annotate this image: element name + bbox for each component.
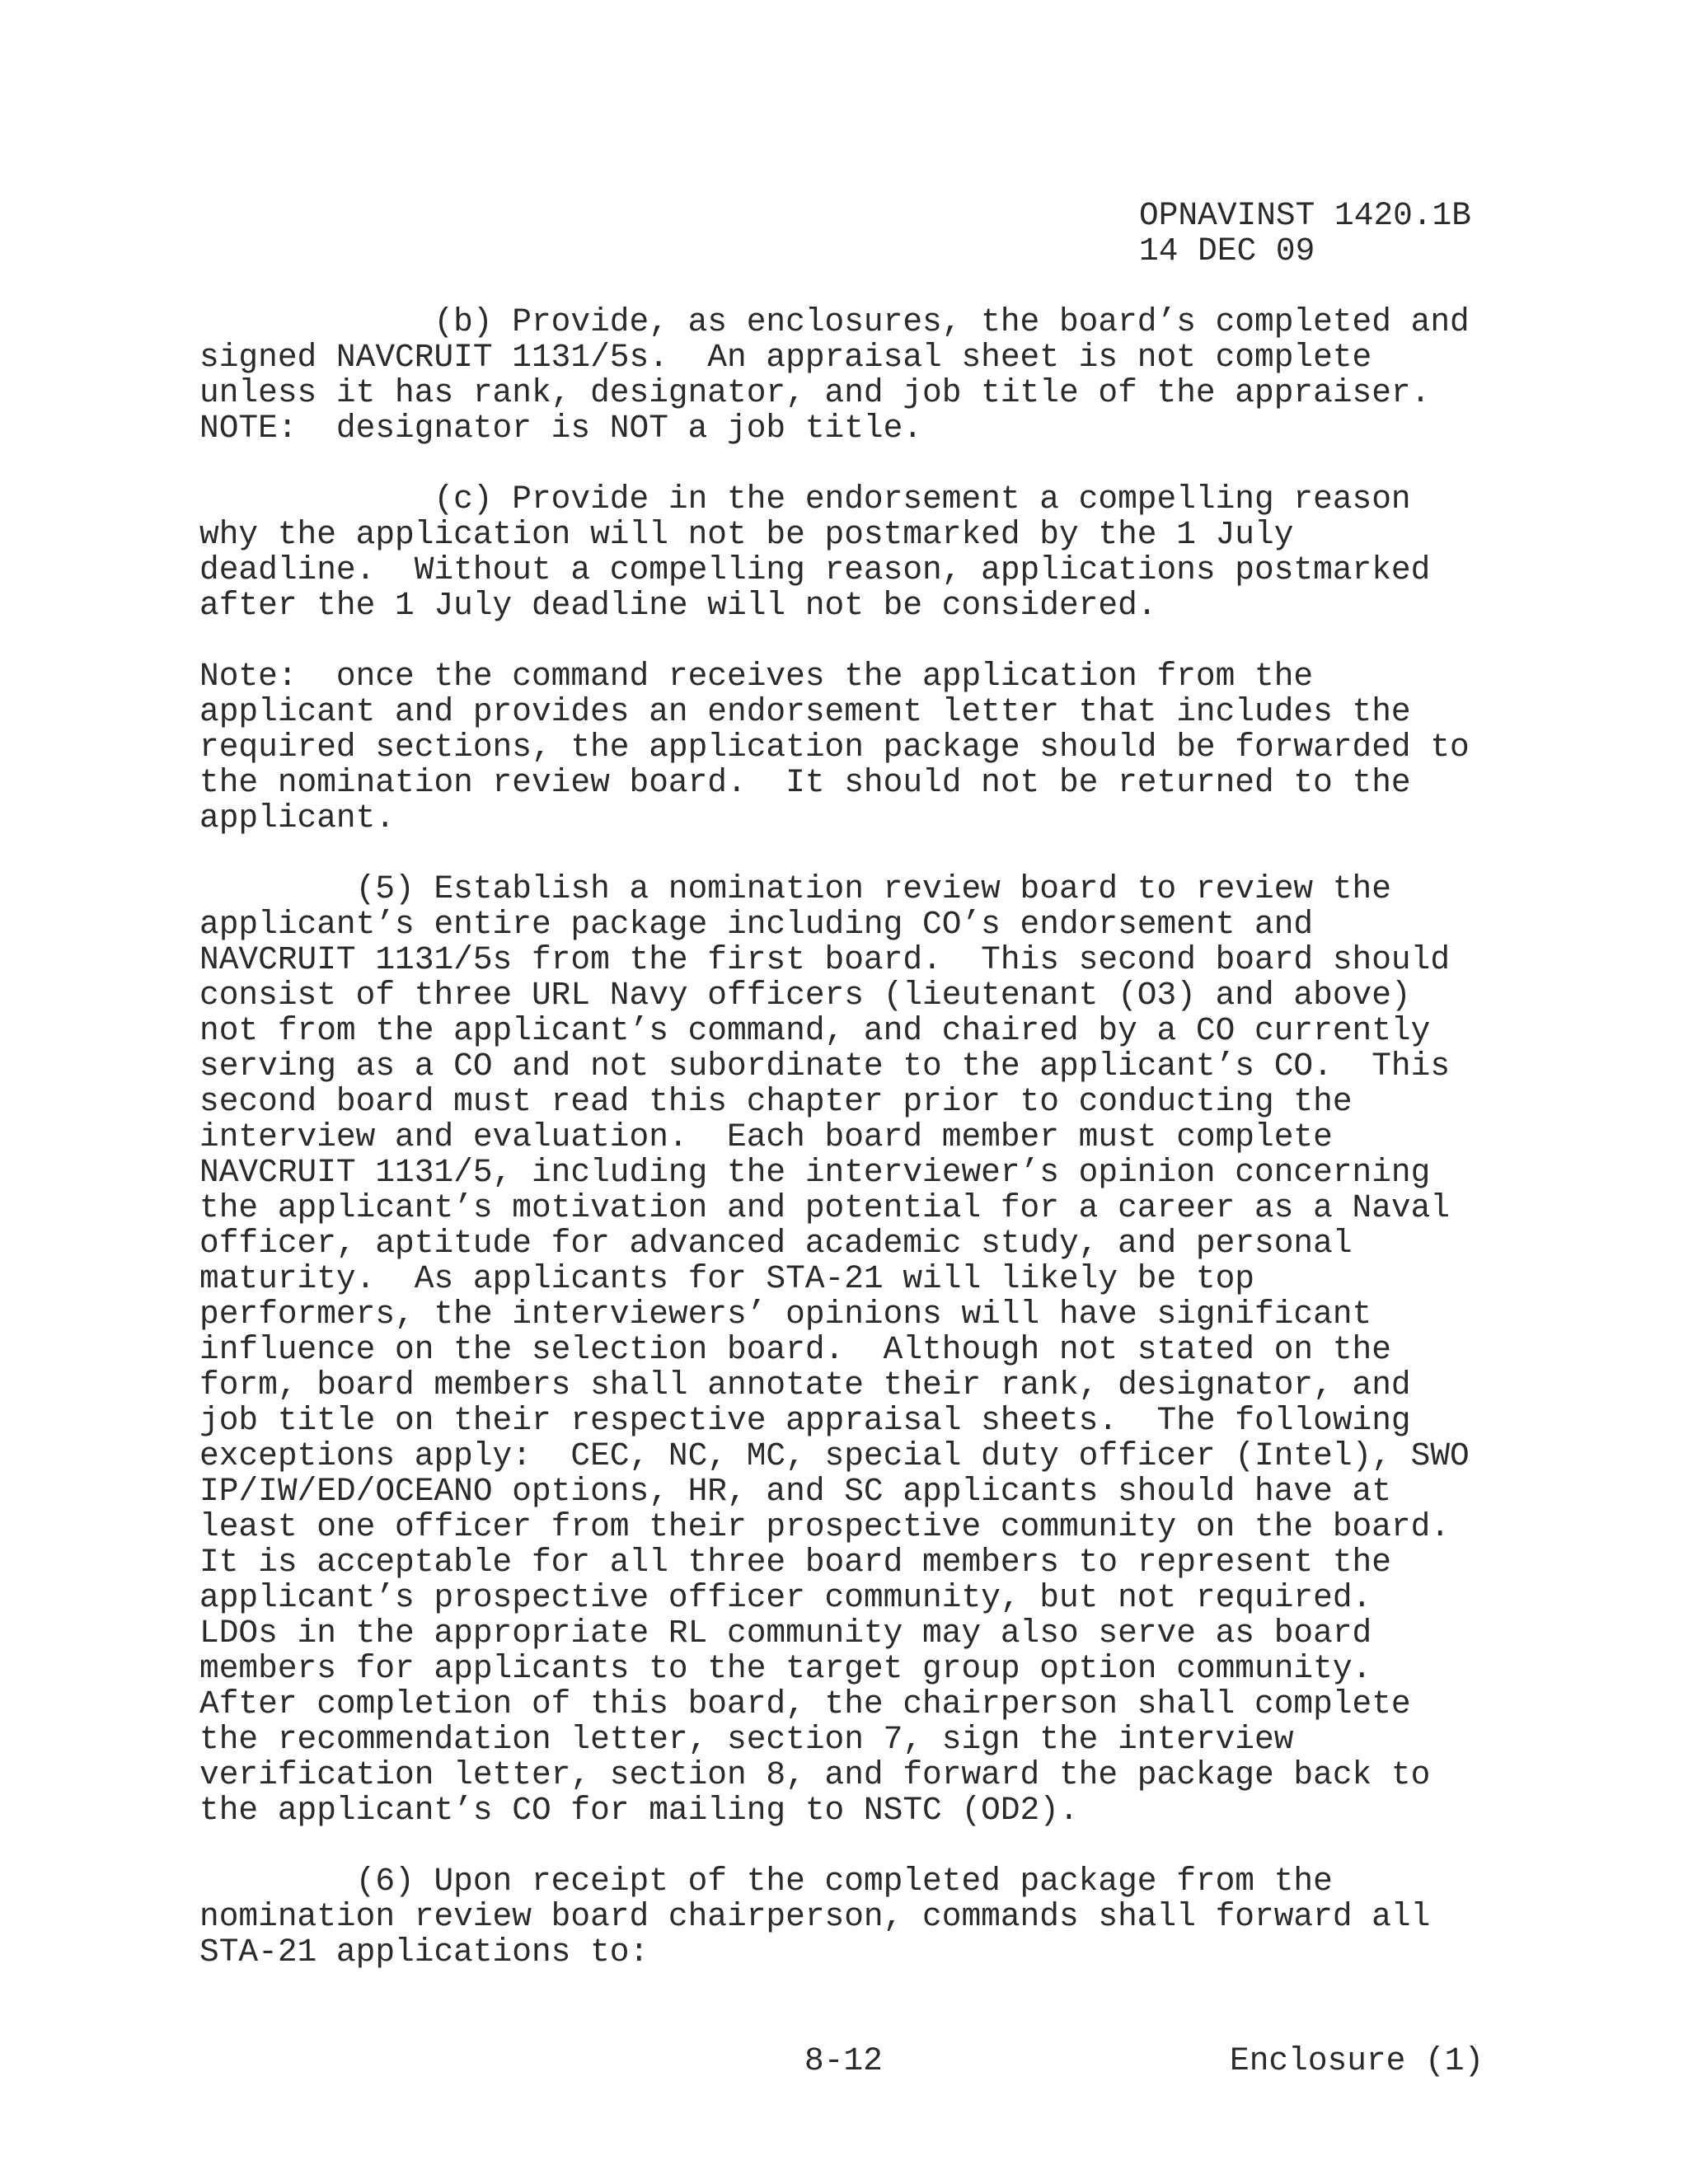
document-header (1139, 198, 1471, 269)
paragraph-gap (199, 623, 1559, 658)
text-line: Note: once the command receives the application from the (199, 658, 1314, 695)
text-line: consist of three URL Navy officers (lieutenant (O3) and above) (199, 977, 1411, 1014)
page-number: 8-12 (804, 2042, 883, 2079)
text-line: the recommendation letter, section 7, sign the interview (199, 1721, 1294, 1758)
text-line: (b) Provide, as enclosures, the board’s completed and (199, 303, 1470, 340)
text-line: interview and evaluation. Each board member must complete (199, 1118, 1333, 1155)
text-line: performers, the interviewers’ opinions will have significant (199, 1296, 1372, 1333)
text-line: IP/IW/ED/OCEANO options, HR, and SC applicants should have at (199, 1473, 1391, 1510)
text-line: applicant’s entire package including CO’s endorsement and (199, 906, 1314, 943)
paragraph-gap (199, 446, 1559, 481)
text-line: required sections, the application package should be forwarded to (199, 729, 1470, 766)
text-line: STA-21 applications to: (199, 1933, 649, 1971)
text-line: the applicant’s motivation and potential for a career as a Naval (199, 1189, 1451, 1226)
paragraph-para-5 (199, 871, 1559, 1828)
paragraph-para-c (199, 481, 1559, 623)
text-line: (c) Provide in the endorsement a compelling reason (199, 480, 1411, 518)
text-line: applicant and provides an endorsement letter that includes the (199, 693, 1411, 730)
text-line: second board must read this chapter prior to conducting the (199, 1083, 1353, 1120)
text-line: (5) Establish a nomination review board to review the (199, 870, 1391, 907)
instruction-number: OPNAVINST 1420.1B (1139, 197, 1471, 234)
text-line: NAVCRUIT 1131/5s from the first board. This second board should (199, 941, 1451, 978)
text-line: LDOs in the appropriate RL community may also serve as board (199, 1615, 1372, 1652)
paragraph-gap (199, 836, 1559, 871)
instruction-date: 14 DEC 09 (1139, 232, 1315, 269)
text-line: not from the applicant’s command, and chaired by a CO currently (199, 1012, 1431, 1049)
text-line: nomination review board chairperson, commands shall forward all (199, 1898, 1431, 1935)
text-line: signed NAVCRUIT 1131/5s. An appraisal sheet is not complete (199, 339, 1372, 376)
text-line: least one officer from their prospective community on the board. (199, 1508, 1451, 1545)
text-line: after the 1 July deadline will not be considered. (199, 587, 1157, 624)
text-line: NOTE: designator is NOT a job title. (199, 410, 923, 447)
text-line: job title on their respective appraisal sheets. The following (199, 1402, 1411, 1439)
text-line: deadline. Without a compelling reason, applications postmarked (199, 551, 1431, 588)
text-line: verification letter, section 8, and forward the package back to (199, 1756, 1431, 1793)
text-line: the applicant’s CO for mailing to NSTC (OD2). (199, 1792, 1079, 1829)
text-line: why the application will not be postmarked by the 1 July (199, 516, 1294, 553)
enclosure-label: Enclosure (1) (1230, 2042, 1484, 2079)
text-line: unless it has rank, designator, and job title of the appraiser. (199, 374, 1431, 411)
text-line: members for applicants to the target group option community. (199, 1650, 1372, 1687)
text-line: form, board members shall annotate their rank, designator, and (199, 1366, 1411, 1404)
text-line: exceptions apply: CEC, NC, MC, special duty officer (Intel), SWO (199, 1437, 1470, 1474)
text-line: applicant’s prospective officer community, but not required. (199, 1579, 1372, 1616)
text-line: maturity. As applicants for STA-21 will likely be top (199, 1260, 1255, 1297)
text-line: It is acceptable for all three board members to represent the (199, 1544, 1391, 1581)
text-line: (6) Upon receipt of the completed package from the (199, 1863, 1333, 1900)
text-line: NAVCRUIT 1131/5, including the interviewer’s opinion concerning (199, 1154, 1431, 1191)
text-line: officer, aptitude for advanced academic study, and personal (199, 1225, 1353, 1262)
text-line: After completion of this board, the chairperson shall complete (199, 1685, 1411, 1722)
text-line: influence on the selection board. Although not stated on the (199, 1331, 1391, 1368)
paragraph-para-b (199, 304, 1559, 446)
paragraph-gap (199, 1828, 1559, 1863)
paragraph-para-6 (199, 1863, 1559, 1970)
document-body (199, 304, 1559, 1970)
text-line: serving as a CO and not subordinate to the applicant’s CO. This (199, 1047, 1451, 1085)
paragraph-note (199, 658, 1559, 836)
text-line: the nomination review board. It should not be returned to the (199, 764, 1411, 801)
text-line: applicant. (199, 799, 396, 837)
